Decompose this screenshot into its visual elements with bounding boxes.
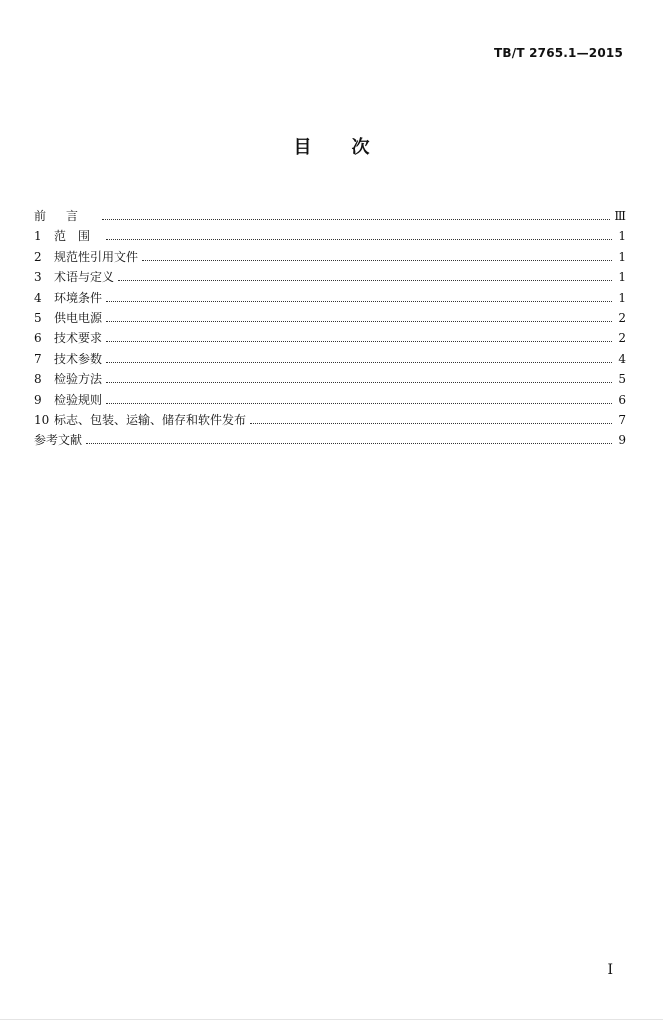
toc-entry-label: 术语与定义 <box>54 270 115 285</box>
standard-number: TB/T 2765.1—2015 <box>494 46 623 60</box>
toc-entry-number: 2 <box>34 249 42 264</box>
toc-entry-label: 检验方法 <box>54 372 103 387</box>
toc-dot-leader <box>250 423 612 424</box>
toc-entry-number: 1 <box>34 229 42 244</box>
table-of-contents <box>34 206 626 451</box>
page-title: 目次 <box>293 137 410 158</box>
toc-entry[interactable] <box>34 267 626 287</box>
toc-entry-page: 5 <box>618 372 626 387</box>
page-bottom-divider <box>0 1019 663 1020</box>
toc-dot-leader <box>106 239 612 240</box>
toc-entry-number: 6 <box>34 331 42 346</box>
toc-entry-label: 环境条件 <box>54 290 103 305</box>
toc-entry-label: 规范性引用文件 <box>54 249 139 264</box>
toc-dot-leader <box>102 219 610 220</box>
toc-dot-leader <box>106 301 612 302</box>
toc-dot-leader <box>106 321 612 322</box>
toc-entry-label: 参考文献 <box>34 433 83 448</box>
toc-entry-number: 5 <box>34 310 42 325</box>
toc-entry-number: 7 <box>34 351 42 366</box>
toc-entry[interactable] <box>34 390 626 410</box>
toc-dot-leader <box>86 443 612 444</box>
toc-entry-label: 前言 <box>34 209 99 223</box>
toc-entry-page: 9 <box>618 433 626 448</box>
toc-entry-page: 4 <box>618 351 626 366</box>
toc-entry[interactable] <box>34 369 626 389</box>
toc-entry-label: 范围 <box>54 229 103 244</box>
toc-entry-number: 4 <box>34 290 42 305</box>
toc-dot-leader <box>106 362 612 363</box>
toc-entry-label: 检验规则 <box>54 392 103 407</box>
toc-entry-number: 3 <box>34 270 42 285</box>
toc-dot-leader <box>142 260 612 261</box>
toc-entry-number: 10 <box>34 412 50 427</box>
toc-entry-page: Ⅲ <box>614 209 626 223</box>
toc-entry-label: 技术参数 <box>54 351 103 366</box>
toc-entry-number: 8 <box>34 372 42 387</box>
toc-entry-number: 9 <box>34 392 42 407</box>
toc-dot-leader <box>106 382 612 383</box>
toc-entry-label: 技术要求 <box>54 331 103 346</box>
toc-entry[interactable] <box>34 247 626 267</box>
toc-entry-page: 1 <box>618 270 626 285</box>
toc-entry-label: 供电电源 <box>54 310 103 325</box>
toc-entry-page: 1 <box>618 249 626 264</box>
toc-dot-leader <box>106 341 612 342</box>
toc-entry[interactable] <box>34 328 626 348</box>
toc-entry[interactable] <box>34 430 626 450</box>
toc-entry-label: 标志、包装、运输、储存和软件发布 <box>54 412 247 427</box>
toc-entry-page: 1 <box>618 290 626 305</box>
toc-dot-leader <box>118 280 612 281</box>
toc-entry-page: 6 <box>618 392 626 407</box>
toc-entry[interactable] <box>34 349 626 369</box>
toc-entry[interactable] <box>34 226 626 246</box>
toc-entry-page: 7 <box>618 412 626 427</box>
toc-entry[interactable] <box>34 206 626 226</box>
toc-entry-page: 2 <box>618 310 626 325</box>
page-number: I <box>607 962 613 978</box>
toc-entry[interactable] <box>34 308 626 328</box>
toc-entry-page: 2 <box>618 331 626 346</box>
toc-entry[interactable] <box>34 410 626 430</box>
toc-entry-page: 1 <box>618 229 626 244</box>
toc-dot-leader <box>106 403 612 404</box>
toc-entry[interactable] <box>34 288 626 308</box>
